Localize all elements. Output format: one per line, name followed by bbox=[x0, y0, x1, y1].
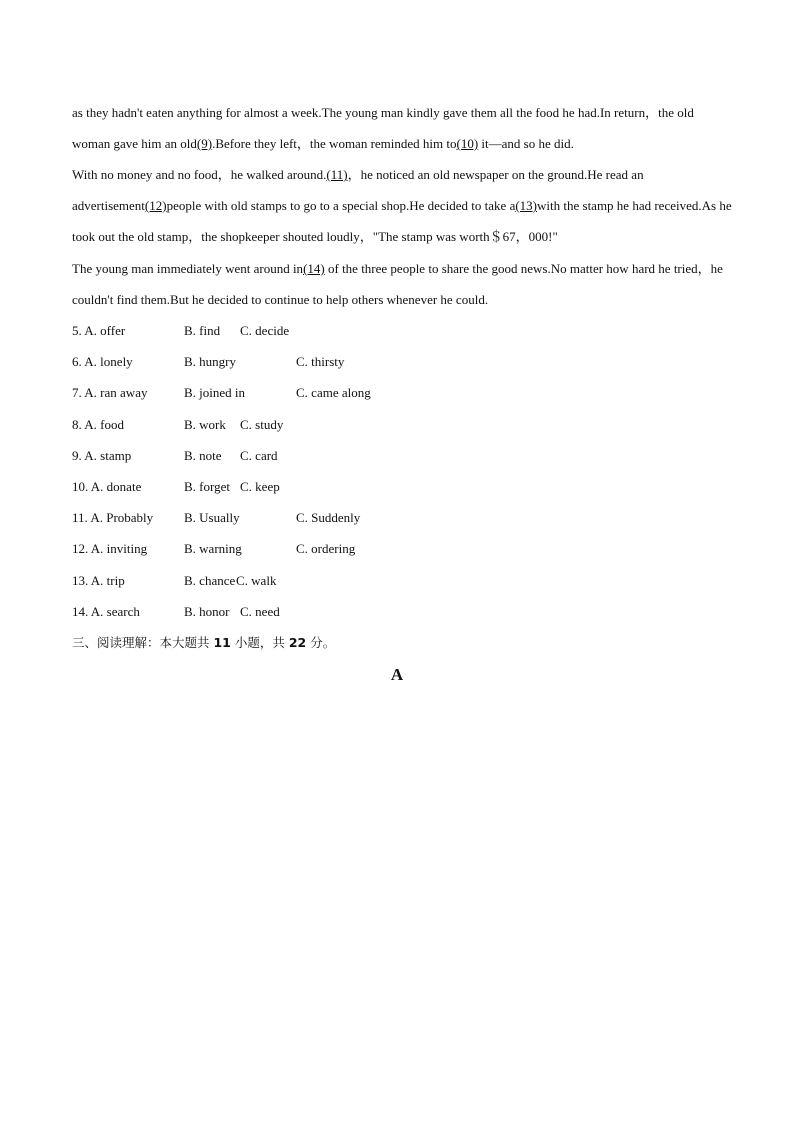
question-number: 9. bbox=[72, 447, 82, 463]
option-b: B. work bbox=[184, 416, 226, 432]
question-item bbox=[72, 565, 472, 596]
option-c: C. decide bbox=[240, 323, 290, 338]
question-number: 8. bbox=[72, 416, 82, 432]
question-number: 11. bbox=[72, 510, 88, 526]
question-number: 12. bbox=[72, 541, 89, 557]
paragraph-text: it—and so he did. bbox=[478, 136, 574, 151]
option-a: A. offer bbox=[84, 323, 126, 338]
section-heading bbox=[72, 627, 335, 658]
option-c: C. keep bbox=[240, 478, 280, 494]
option-c: C. Suddenly bbox=[296, 510, 361, 526]
question-number: 10. bbox=[72, 478, 89, 494]
question-number: 7. bbox=[72, 385, 82, 401]
section-heading-suffix: 分。 bbox=[306, 635, 336, 650]
blank-13: (13) bbox=[515, 198, 538, 213]
option-c: C. thirsty bbox=[296, 354, 345, 370]
blank-9: (9) bbox=[196, 136, 213, 151]
option-b: B. honor bbox=[184, 603, 230, 619]
question-number: 5. bbox=[72, 323, 82, 338]
option-b: B. chance bbox=[184, 572, 236, 588]
section-question-count: 11 bbox=[213, 635, 231, 650]
paragraph-text: people with old stamps to go to a special shop.He decided to take a bbox=[166, 198, 516, 213]
paragraph-text: of the three people to share the good news.No matter how hard he tried，he couldn't find them.But he decided to continue to help others whenever he could. bbox=[72, 261, 723, 307]
question-item bbox=[72, 377, 472, 408]
paragraph-text: The young man immediately went around in bbox=[72, 261, 304, 276]
question-item bbox=[72, 346, 472, 377]
option-a: A. stamp bbox=[84, 447, 132, 463]
blank-10: (10) bbox=[456, 136, 479, 151]
option-a: A. lonely bbox=[84, 354, 133, 370]
option-c: C. need bbox=[240, 603, 280, 619]
passage-title: A bbox=[390, 665, 404, 684]
question-item bbox=[72, 502, 472, 533]
question-item bbox=[72, 533, 472, 564]
question-options-list bbox=[72, 315, 472, 627]
paragraph-text: .Before they left，the woman reminded him to bbox=[212, 136, 457, 151]
passage-paragraph-3 bbox=[72, 253, 732, 315]
option-a: A. search bbox=[90, 603, 140, 619]
option-b: B. note bbox=[184, 447, 222, 463]
option-b: B. hungry bbox=[184, 354, 236, 370]
option-c: C. came along bbox=[296, 385, 371, 401]
paragraph-text: ，he noticed an old newspaper on the ground.He read an advertisement bbox=[72, 167, 644, 213]
option-a: A. Probably bbox=[90, 510, 154, 526]
option-a: A. trip bbox=[90, 572, 125, 588]
option-a: A. inviting bbox=[90, 541, 148, 557]
option-c: C. study bbox=[240, 416, 284, 432]
question-item bbox=[72, 315, 472, 346]
paragraph-text: as they hadn't eaten anything for almost a week.The young man kindly gave them all the food he had.In return，the old woman gave him an old bbox=[72, 105, 694, 151]
option-a: A. donate bbox=[90, 478, 142, 494]
question-number: 14. bbox=[72, 603, 89, 619]
option-b: B. forget bbox=[184, 478, 230, 494]
section-heading-prefix: 三、阅读理解：本大题共 bbox=[72, 635, 214, 650]
paragraph-text: with the stamp he had received.As he took out the old stamp，the shopkeeper shouted loudly，"The stamp was worth＄67，000!" bbox=[72, 198, 732, 244]
passage-paragraph-2 bbox=[72, 159, 732, 252]
option-a: A. ran away bbox=[84, 385, 148, 401]
paragraph-text: With no money and no food，he walked around. bbox=[72, 167, 327, 182]
question-item bbox=[72, 409, 472, 440]
question-item bbox=[72, 471, 472, 502]
blank-12: (12) bbox=[144, 198, 167, 213]
option-c: C. card bbox=[240, 447, 278, 463]
section-score: 22 bbox=[288, 635, 307, 650]
option-b: B. joined in bbox=[184, 385, 246, 401]
option-b: B. find bbox=[184, 323, 221, 338]
option-c: C. walk bbox=[236, 572, 277, 588]
option-b: B. Usually bbox=[184, 510, 240, 526]
blank-11: (11) bbox=[326, 167, 348, 182]
question-number: 6. bbox=[72, 354, 82, 370]
question-item bbox=[72, 440, 472, 471]
question-item bbox=[72, 596, 472, 627]
section-heading-middle: 小题，共 bbox=[230, 635, 289, 650]
passage-paragraph-1 bbox=[72, 97, 732, 159]
blank-14: (14) bbox=[303, 261, 325, 276]
option-a: A. food bbox=[84, 416, 125, 432]
question-number: 13. bbox=[72, 572, 89, 588]
option-b: B. warning bbox=[184, 541, 242, 557]
option-c: C. ordering bbox=[296, 541, 356, 557]
